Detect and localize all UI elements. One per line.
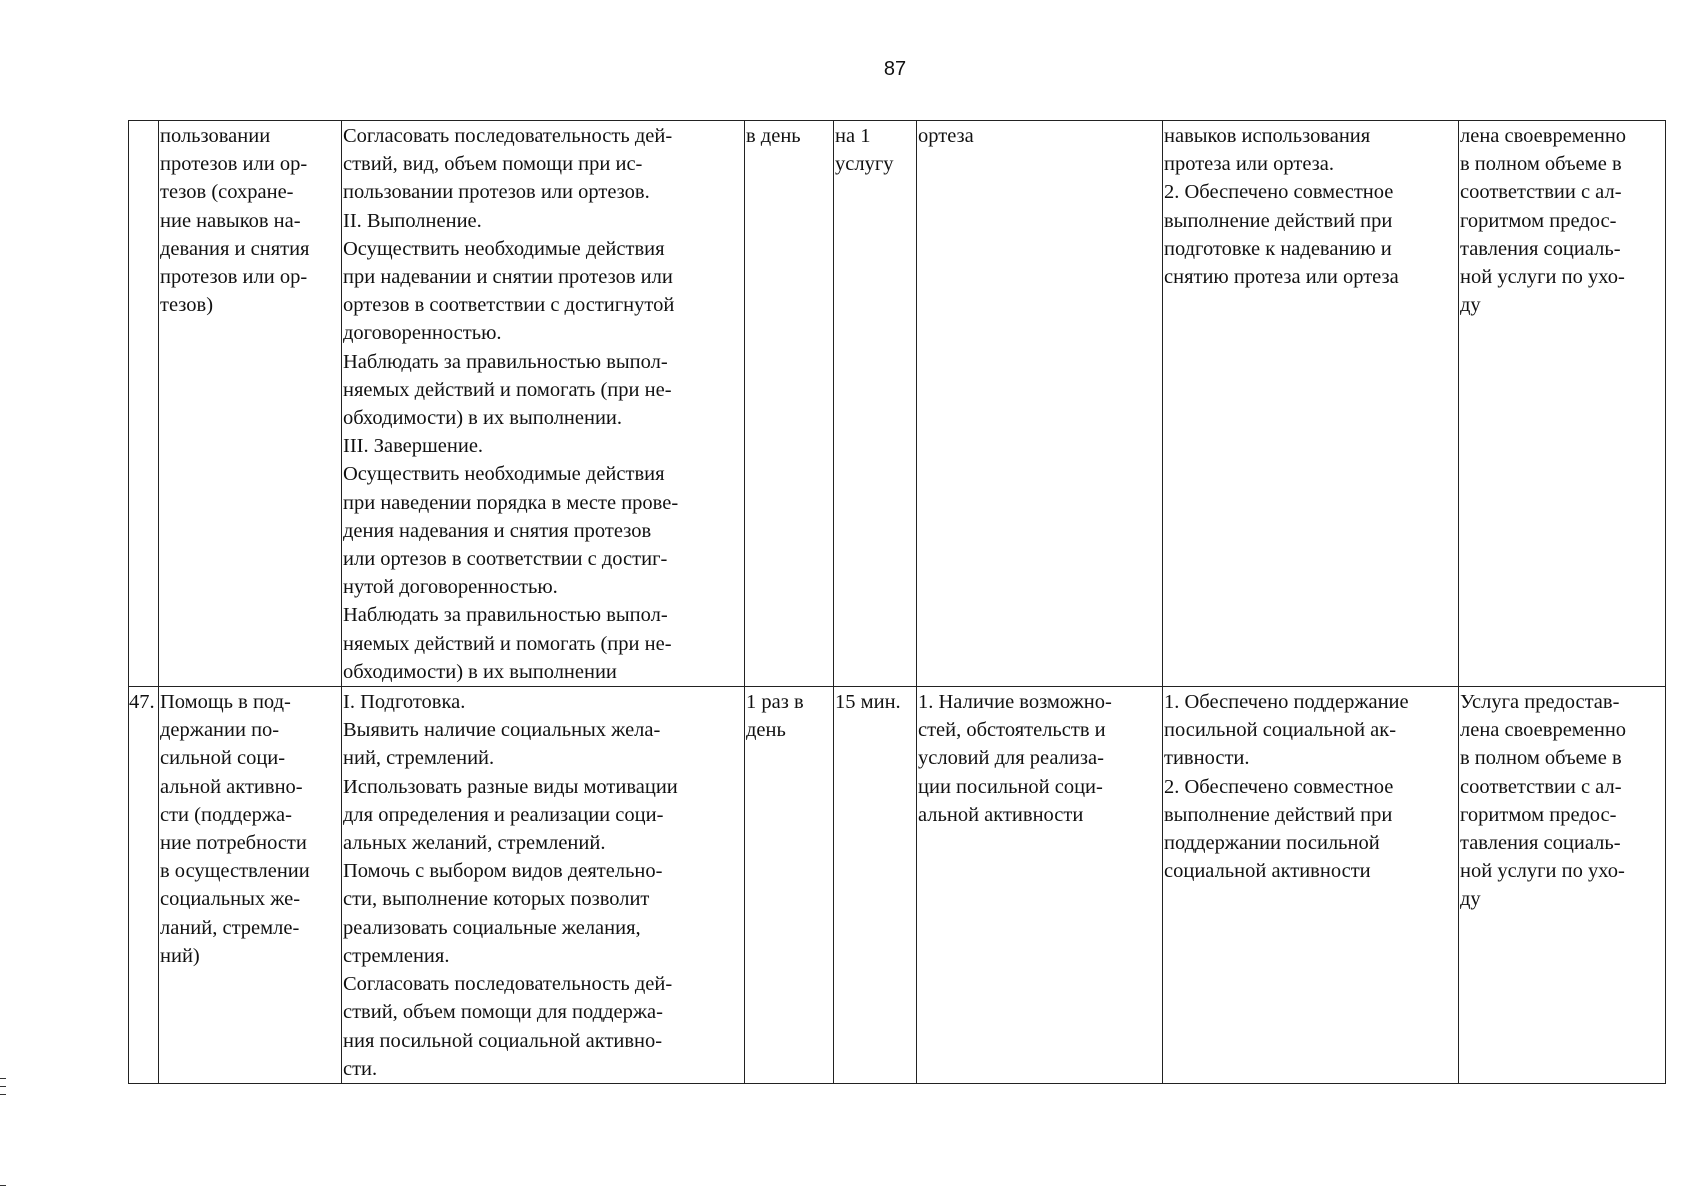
service-time: на 1 услугу <box>834 121 917 687</box>
page-number: 87 <box>883 58 907 80</box>
service-name: Помощь в под- держании по- сильной соци- альной активно- сти (поддержа- ние потребности в осуществлении социальных же- ланий, стремле- ний) <box>159 687 342 1084</box>
service-name: пользовании протезов или ор- тезов (сохране- ние навыков на- девания и снятия протезов или ор- тезов) <box>159 121 342 687</box>
service-time: 15 мин. <box>834 687 917 1084</box>
service-conditions: 1. Наличие возможно- стей, обстоятельств и условий для реализа- ции посильной соци- альной активности <box>917 687 1163 1084</box>
margin-mark <box>0 1094 6 1095</box>
margin-mark <box>0 1078 6 1079</box>
service-frequency: 1 раз в день <box>745 687 834 1084</box>
table-row <box>129 687 1666 1084</box>
margin-mark <box>0 1086 6 1087</box>
service-frequency: в день <box>745 121 834 687</box>
service-description: Согласовать последовательность дей- ствий, вид, объем помощи при ис- пользовании протезов или ортезов. II. Выполнение. Осуществить необходимые действия при надевании и снятии протезов или ортезов в соответствии с достигнутой договоренностью. Наблюдать за правильностью выпол- няемых действий и помогать (при не- обходимости) в их выполнении. III. Завершение. Осуществить необходимые действия при наведении порядка в месте прове- дения надевания и снятия протезов или ортезов в соответствии с достиг- нутой договоренностью. Наблюдать за правильностью выпол- няемых действий и помогать (при не- обходимости) в их выполнении <box>342 121 745 687</box>
service-description: I. Подготовка. Выявить наличие социальных жела- ний, стремлений. Использовать разные виды мотивации для определения и реализации соци- альных желаний, стремлений. Помочь с выбором видов деятельно- сти, выполнение которых позволит реализовать социальные желания, стремления. Согласовать последовательность дей- ствий, объем помощи для поддержа- ния посильной социальной активно- сти. <box>342 687 745 1084</box>
service-result: 1. Обеспечено поддержание посильной социальной ак- тивности. 2. Обеспечено совместное выполнение действий при поддержании посильной социальной активности <box>1163 687 1459 1084</box>
service-quality: лена своевременно в полном объеме в соответствии с ал- горитмом предос- тавления социаль- ной услуги по ухо- ду <box>1459 121 1666 687</box>
row-number <box>129 121 159 687</box>
margin-mark <box>0 1185 6 1186</box>
service-result: навыков использования протеза или ортеза. 2. Обеспечено совместное выполнение действий при подготовке к надеванию и снятию протеза или ортеза <box>1163 121 1459 687</box>
services-table <box>128 120 1666 1084</box>
row-number: 47. <box>129 687 159 1084</box>
service-conditions: ортеза <box>917 121 1163 687</box>
table-row <box>129 121 1666 687</box>
service-quality: Услуга предостав- лена своевременно в полном объеме в соответствии с ал- горитмом предос- тавления социаль- ной услуги по ухо- ду <box>1459 687 1666 1084</box>
